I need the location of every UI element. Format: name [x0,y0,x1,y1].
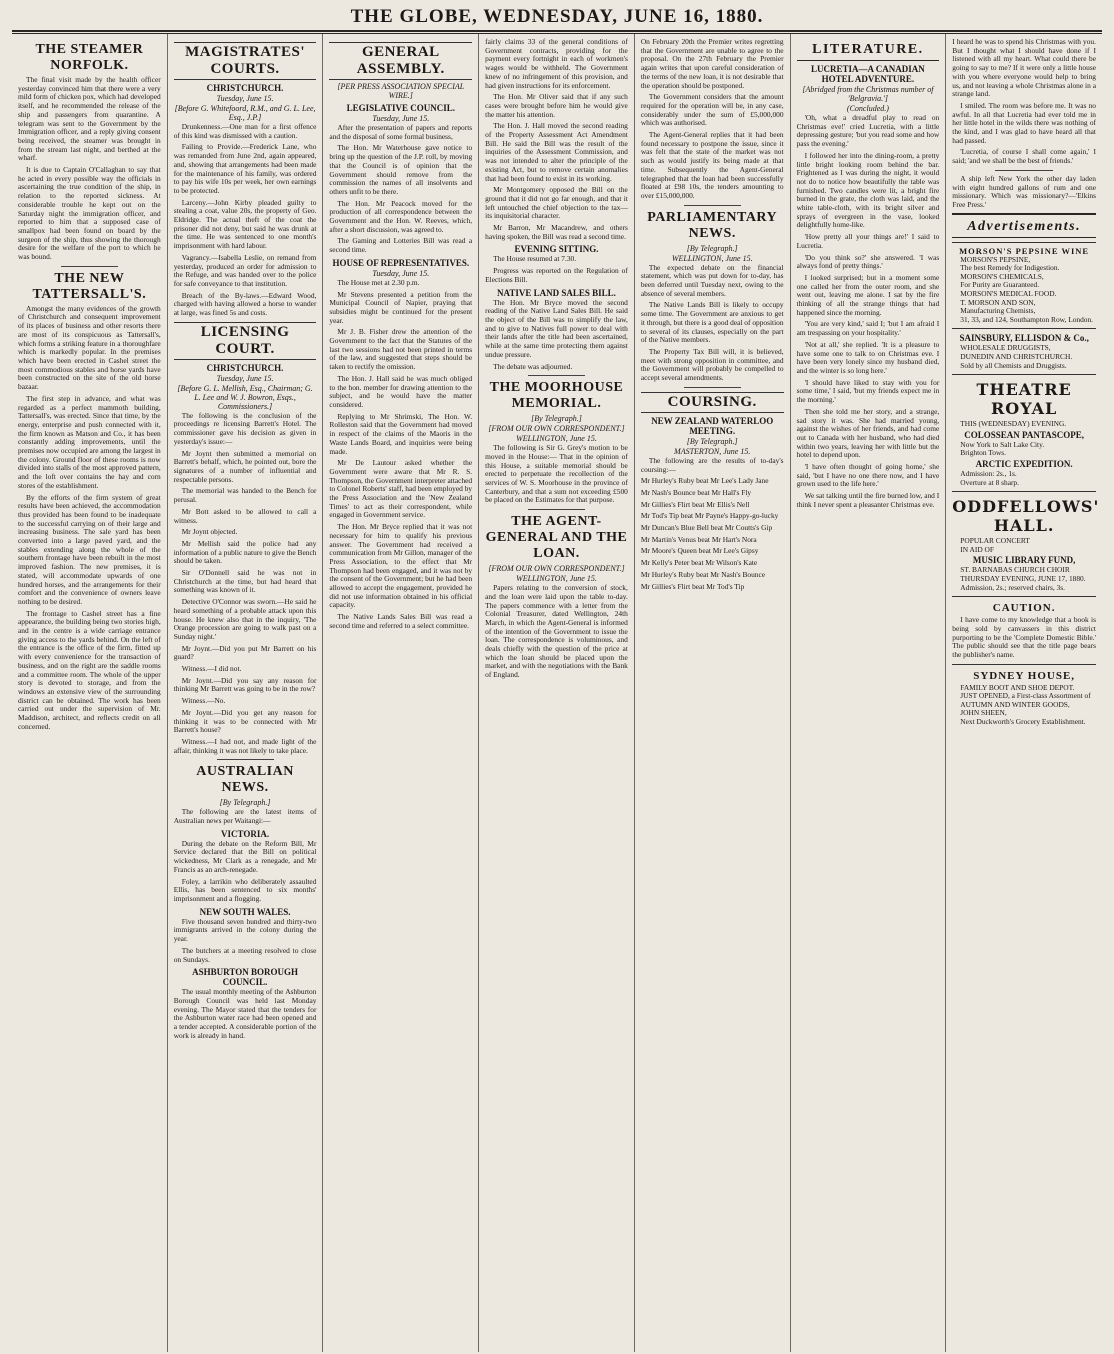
article-paragraph: The following is Sir G. Grey's motion to be moved in the House:— That in the opinion of this House, a suitable memorial should be erected to perpetuate the recollection of the services of W. S. Moorhouse in the province of Canterbury, and that a sum not exceeding £500 be placed on the Estimates for that purpose. [485,443,628,505]
story-paragraph: 'Lucretia, of course I shall come again,' I said; 'and we shall be the best of friends.' [952,147,1096,166]
ad-line: ARCTIC EXPEDITION. [975,458,1073,469]
story-paragraph: 'I have often thought of going home,' she said, 'but I have no one there now, and I have grown used to the life here.' [796,462,940,489]
filler-paragraph: A ship left New York the other day laden with eight hundred gallons of rum and one missionary. Which was missionary?—'Elkins Free Press.' [952,173,1096,209]
ad-title: SAINSBURY, ELLISDON & Co., [959,333,1089,344]
column-7 [946,34,1102,1352]
subheading: NEW SOUTH WALES. [199,906,291,917]
advertisement-sainsbury [952,328,1096,370]
ad-line: 31, 33, and 124, Southampton Row, London. [960,314,1094,324]
ad-line: MUSIC LIBRARY FUND, [972,555,1076,566]
concluded-note: (Concluded.) [846,104,889,113]
article-paragraph: After the presentation of papers and reports and the disposal of some formal business, [329,123,473,141]
article-paragraph: Mr Joynt.—Did you say any reason for thinking Mr Barrett was going to be in the row? [173,675,317,694]
story-paragraph: Then she told me her story, and a strange, sad story it was. She had married young, against the wishes of her friends, and had come out to Canada with her husband, who had died within two years, leaving her with little but the hotel to depend upon. [796,406,940,460]
subheading: CHRISTCHURCH. [206,362,284,373]
bench-note: [Before G. Whitefoord, R.M., and G. L. Lee, Esq., J.P.] [174,104,316,122]
article-paragraph: The Hon. Mr Bryce replied that it was not necessary for him to qualify his previous answer. The Government had received a communication from Mr Gillon, manager of the Press Association, to the effect that Mr Thompson had been engaged, and it was not by the consent of the Government; but he had been allowed to accept the engagement, provided he did not use information obtained in his official capacity. [329,522,473,610]
ad-line: MORSON'S MEDICAL FOOD. [960,289,1057,299]
dateline: Tuesday, June 15. [216,373,274,383]
column-2 [168,34,324,1352]
ad-line: FAMILY BOOT AND SHOE DEPOT. [960,682,1075,692]
article-paragraph: The House resumed at 7.30. [493,254,577,264]
article-paragraph: On February 20th the Premier writes regretting that the Government are unable to agree to the proposal. On the 27th February the Premier again writes that upon careful consideration of the terms of the new loan, it is not desirable that the operation should be postponed. [640,37,784,90]
article-paragraph: Five thousand seven hundred and thirty-two immigrants arrived in the colony during the year. [173,916,317,944]
ad-text: I have come to my knowledge that a book is being sold by canvassers in this district purporting to be the 'Complete Domestic Bible.' The public should see that the title page bears the publisher's name. [952,615,1096,659]
ad-line: JOHN SHEEN, [960,708,1007,718]
article-paragraph: The expected debate on the financial statement, which was put down for to-day, has been deferred until Tuesday next, owing to the absence of several members. [640,262,784,298]
ad-line: Now York to Salt Lake City. [960,439,1045,449]
ad-line: IN AID OF [960,544,994,554]
race-result: Mr Hurley's Ruby beat Mr Lee's Lady Jane [640,476,769,486]
dateline: MASTERTON, June 15. [674,446,751,456]
article-heading: PARLIAMENTARY NEWS. [647,209,778,241]
article-paragraph: The Property Tax Bill will, it is believed, meet with strong opposition in committee, and the Government will probably be compelled to accept several amendments. [640,346,784,383]
abridged-note: [Abridged from the Christmas number of 'Belgravia.'] [802,85,934,103]
coursing-results [641,477,784,591]
ad-line: DUNEDIN AND CHRISTCHURCH. [960,352,1073,361]
subheading: NEW ZEALAND WATERLOO MEETING. [651,415,774,436]
section-heading: LITERATURE. [812,42,924,57]
article-paragraph: Mr Joynt.—Did you get any reason for thinking it was to be connected with Mr Barrett's house? [173,707,317,735]
article-paragraph: The first step in advance, and what was regarded as a perfect mammoth building, Tattersall's, was erected. Since that time, by the energy, enterprise and push connected with it, the firm known as Matson and Co., it has been constantly adding improvements, until the premises now occupied are among the largest in the colony. Ground floor of these rooms is now divided into stalls of the most approved pattern, and the loft over contains the hay and corn stores of the establishment. [18,393,161,490]
article-paragraph: Progress was reported on the Regulation of Elections Bill. [485,266,628,284]
article-paragraph: Witness.—No. [181,696,226,706]
ad-line: Brighton Tows. [960,448,1007,458]
story-paragraph: 'How pretty all your things are!' I said to Lucretia. [796,232,940,250]
story-paragraph: 'Not at all,' she replied. 'It is a pleasure to have some one to talk to on Christmas eve. I have been very lonely since my husband died, and the winter is so long here.' [796,339,940,375]
subheading: CHRISTCHURCH. [206,83,284,93]
article-paragraph: Mr De Lautour asked whether the Government were aware that Mr R. S. Thompson, the Government interpreter attached to Colonel Roberts' staff, had been employed by the Press Association and the 'New Zealand Times' to act as their correspondent, while engaged in Government service. [329,458,473,520]
ad-line: Admission: 2s., 1s. [960,468,1017,478]
correspondent-note: [FROM OUR OWN CORRESPONDENT.] [488,424,625,434]
article-paragraph: fairly claims 33 of the general conditions of Government contracts, providing for the payment every fortnight in each of workmen's wages would be withheld. The Government knew of no infringement of this provision, and had given instructions for its enforcement. [485,37,628,90]
ad-line: Admission, 2s.; reserved chairs, 3s. [960,582,1065,592]
article-heading: THE STEAMER NORFOLK. [35,42,144,73]
dateline: WELLINGTON, June 15. [516,434,597,444]
ad-title: MORSON'S PEPSINE WINE [959,245,1090,256]
ad-line: MORSON'S PEPSINE, [960,254,1031,264]
race-result: Mr Moore's Queen beat Mr Lee's Gipsy [640,546,759,556]
advertisement-morson [952,242,1096,325]
divider [995,170,1052,171]
subheading: EVENING SITTING. [514,244,599,255]
article-paragraph: The Hon. Mr Oliver said that if any such cases were brought before him he would give the matter his attention. [485,92,628,119]
ad-line: Overture at 8 sharp. [960,477,1019,487]
story-paragraph: 'You are very kind,' said I; 'but I am afraid I am trespassing on your hospitality.' [796,319,940,338]
divider [952,213,1096,215]
article-paragraph: The Agent-General replies that it had been found necessary to postpone the issue, since it was felt that the state of the market was not such as would justify its being made at that time. Subsequently the Agent-General telegraphed that the loan had been successfully floated at £98 10s, the tenders amounting to over £15,000,000. [640,130,784,200]
ad-line: The best Remedy for Indigestion. [960,263,1060,273]
article-paragraph: The debate was adjourned. [493,361,573,371]
ad-line: POPULAR CONCERT [960,536,1030,546]
race-result: Mr Kelly's Peter beat Mr Wilson's Kate [640,558,758,568]
article-paragraph: The frontage to Cashel street has a fine appearance, the building being two stories high, and in the centre is a wide carriage entrance giving access to the yards behind. On the left of the entrance is the office of the firm, fitted up with every convenience for the transaction of business, and on the right are the saddle rooms and a committee room. The whole of the upper story is devoted to storage, and from the windows an extensive view of the surrounding district can be obtained. The work has been carried out under the supervision of Mr. Maddison, architect, and reflects credit on all concerned. [18,608,161,731]
ad-line: T. MORSON AND SON, [960,297,1036,307]
divider [528,509,585,510]
article-paragraph: Mr Montgomery opposed the Bill on the ground that it did not go far enough, and that it left untouched the chief objection to the tax—its inquisitorial character. [485,185,628,221]
story-paragraph: I looked surprised; but in a moment some one called her from the outer room, and she went out, leaving me alone. I sat by the fire thinking of all the strange things that had happened since the morning. [796,272,940,317]
ad-line: Next Duckworth's Grocery Establishment. [960,717,1086,727]
article-heading: THE AGENT-GENERAL AND THE LOAN. [485,514,628,562]
advertisement-sydney-house [952,664,1096,727]
subheading: LEGISLATIVE COUNCIL. [346,103,455,113]
ad-line: COLOSSEAN PANTASCOPE, [964,429,1084,440]
article-paragraph: The Hon. Mr Peacock moved for the production of all correspondence between the Government and the Hon. W. Reeves, which, after a short discussion, was agreed to. [329,198,473,234]
bench-note: [Before G. L. Mellish, Esq., Chairman; G. L. Lee and W. J. Bowron, Esqs., Commissioners.] [177,383,313,411]
race-result: Mr Gillies's Flirt beat Mr Tod's Tip [640,581,745,591]
article-paragraph: Vagrancy.—Isabella Leslie, on remand from yesterday, produced an order for admission to the Refuge, and was handed over to the police for safe conveyance to that institution. [173,252,317,288]
dateline: Tuesday, June 15. [372,268,430,278]
ad-line: ST. BARNABAS CHURCH CHOIR [960,565,1070,575]
divider [684,205,741,206]
ad-title: ODDFELLOWS' HALL. [952,497,1100,536]
telegraph-note: [By Telegraph.] [686,436,738,446]
article-paragraph: Failing to Provide.—Frederick Lane, who was remanded from June 2nd, again appeared, and, showing that arrangements had been made for the maintenance of his family, was ordered to pay his wife 10s per week, her own earnings to be protected. [173,142,317,195]
article-paragraph: Replying to Mr Shrimski, The Hon. W. Rolleston said that the Government had moved in respect of the claims of the Maoris in the Waste Lands Board, and inquiries were being made. [329,411,473,456]
article-paragraph: The Hon. J. Hall moved the second reading of the Property Assessment Act Amendment Bill. He said the Bill was the result of the inquiries of the Assessment Commission, and was not intended to alter the principle of the existing Act, but to remove certain anomalies that had been found to exist in its working. [485,121,628,183]
article-paragraph: Mr Mellish said the police had any information of a public nature to give the Bench should be taken. [173,538,317,566]
article-paragraph: The Hon. J. Hall said he was much obliged to the hon. member for drawing attention to the subject, and he would have the matter considered. [329,373,473,409]
divider [684,387,741,388]
ad-line: JUST OPENED, a First-class Assortment of [960,691,1091,701]
column-6 [791,34,947,1352]
divider [528,375,585,376]
article-paragraph: Mr Joynt objected. [181,527,238,537]
subheading: HOUSE OF REPRESENTATIVES. [332,257,470,268]
subheading: ASHBURTON BOROUGH COUNCIL. [192,967,298,988]
section-heading: COURSING. [641,392,784,413]
article-paragraph: The butchers at a meeting resolved to close on Sundays. [173,945,317,964]
race-result: Mr Hurley's Ruby beat Mr Nash's Bounce [640,569,766,579]
column-4 [479,34,635,1352]
article-paragraph: The final visit made by the health officer yesterday convinced him that there were a very mild form of chicken pox, which had developed itself, and he recommended the release of the ship and passengers from quarantine. A telegram was sent to the Government by the Immigration officer, and a reply giving consent being received, the steamer was brought in from the stream last night, and berthed at the wharf. [18,75,161,163]
ad-line: WHOLESALE DRUGGISTS, [960,343,1051,353]
subheading: NATIVE LAND SALES BILL. [497,287,616,298]
story-paragraph: 'I should have liked to stay with you for some time,' I said, 'but my friends expect me in the morning.' [796,377,940,405]
article-paragraph: The Hon. Mr Bryce moved the second reading of the Native Land Sales Bill. He said the object of the Bill was to simplify the law, and to give to Natives full power to deal with their lands after the title had been ascertained, while at the same time protecting them against undue pressure. [485,297,628,359]
article-paragraph: Larceny.—John Kirby pleaded guilty to stealing a coat, value 20s, the property of Geo. Eldridge. The actual theft of the coat the prisoner did not deny, but said he was drunk at the time. He was sentenced to one month's imprisonment with hard labour. [173,197,317,251]
column-1 [12,34,168,1352]
telegraph-note: [By Telegraph.] [219,798,271,808]
masthead: THE GLOBE, WEDNESDAY, JUNE 16, 1880. [350,6,764,27]
article-paragraph: Amongst the many evidences of the growth of Christchurch and consequent improvement of its places of business and other resorts there are most of its conspicuous as Tattersall's, which forms a striking feature in a thoroughfare which is markedly popular. In the premises which have been erected in Cashel street the most commodious stables and horse yards have been constructed on the site of the old horse bazaar. [18,303,161,392]
article-paragraph: Mr Barron, Mr Macandrew, and others having spoken, the Bill was read a second time. [485,223,628,241]
divider [952,237,1096,238]
story-title: LUCRETIA—A CANADIAN HOTEL ADVENTURE. [811,64,925,84]
article-paragraph: Mr Stevens presented a petition from the Municipal Council of Napier, praying that subsidies might be continued for the present year. [329,289,473,325]
article-paragraph: By the efforts of the firm system of great results have been achieved, the accommodation thus provided has been found to be inadequate to the successful carrying on of their large and increasing business. The sale yard has been converted into a large paved yard, and the stables extending along the whole of the southern frontage have been rebuilt in the most improved fashion. The new premises, it is stated, will accommodate upwards of one hundred horses, and the arrangements for their comfort and the convenience of owners leave nothing to be desired. [18,492,161,606]
article-paragraph: Mr Bott asked to be allowed to call a witness. [173,506,317,525]
advertisements-heading: Advertisements. [967,218,1082,234]
article-paragraph: Papers relating to the conversion of stock, and the loan were laid upon the table to-day. The papers commence with a letter from the Colonial Treasurer, dated Wellington, 24th March, in which the Agent-General is informed of the intention of the Government to issue the loan. The correspondence is voluminous, and deals chiefly with the question of the price at which the loan should be placed upon the market, and with the negotiations with the Bank of England. [485,583,628,680]
article-paragraph: The Government considers that the amount required for the operation will be, in any case, considerably under the sum of £5,000,000 which was authorised. [640,92,784,128]
story-paragraph: 'Oh, what a dreadful play to read on Christmas eve!' cried Lucretia, with a little depressing gesture; 'but you read some and how pass the evening.' [796,113,940,149]
article-heading: THE NEW TATTERSALL'S. [32,270,147,302]
column-5 [635,34,791,1352]
dateline: WELLINGTON, June 15. [516,574,597,584]
ad-line: THURSDAY EVENING, JUNE 17, 1880. [960,573,1086,583]
ad-line: Manufacturing Chemists, [960,306,1036,316]
article-paragraph: It is due to Captain O'Callaghan to say that he acted in every possible way the officials in ascertaining the true condition of the ship, in relation to the reported sickness. At considerable trouble he kept out on the Saturday night the immigration officer, and reported to him that a supposed case of smallpox had been found on board by the surgeon of the ship, thus showing the thorough desire for the welfare of the port to which he was bound. [18,165,161,262]
story-paragraph: I smiled. The room was before me. It was no awful. In all that Lucretia had ever told me in her little hotel in the wilds there was nothing of the kind, and I was glad to have heard all that had passed. [952,100,1096,145]
article-paragraph: The usual monthly meeting of the Ashburton Borough Council was held last Monday evening. The Mayor stated that the tenders for the Ashburton water race had been opened and a tender accepted. A considerable portion of the work is already in hand. [173,987,317,1040]
article-paragraph: Mr Joynt.—Did you put Mr Barrett on his guard? [173,643,317,662]
section-heading: GENERAL ASSEMBLY. [329,42,472,80]
article-paragraph: The memorial was handed to the Bench for perusal. [173,486,317,505]
article-paragraph: The Native Lands Bill is likely to occupy some time. The Government are anxious to get it through, but there is a good deal of opposition to several of its clauses, especially on the part of the Native members. [640,300,784,345]
telegraph-note: [By Telegraph.] [686,243,738,253]
article-paragraph: Breach of the By-laws.—Edward Wood, charged with having allowed a horse to wander at large, was fined 5s and costs. [173,290,317,318]
article-paragraph: The House met at 2.30 p.m. [337,277,420,287]
divider [61,266,118,267]
race-result: Mr Gillies's Flirt beat Mr Ellis's Nell [640,499,750,509]
article-paragraph: The Native Lands Sales Bill was read a second time and referred to a select committee. [329,612,473,630]
article-paragraph: The following are the latest items of Australian news per Waitangi:— [173,807,317,826]
story-paragraph: 'Do you think so?' she answered. 'I was always fond of pretty things.' [796,252,940,271]
correspondent-note: [FROM OUR OWN CORRESPONDENT.] [488,564,625,574]
masthead-rule [12,30,1102,32]
article-paragraph: The following are the results of to-day's coursing:— [640,455,784,474]
ad-title: CAUTION. [992,602,1056,615]
article-paragraph: The following is the conclusion of the proceedings re licensing Barrett's Hotel. The commissioner gave his decision as given in yesterday's issue:— [173,410,317,446]
columns [12,34,1102,1352]
dateline: WELLINGTON, June 15. [671,253,753,263]
article-heading: AUSTRALIAN NEWS. [196,764,294,796]
story-paragraph: I followed her into the dining-room, a pretty little bright looking room behind the bar. Frightened as I was during the night, it would not do to notice how beautifully the table was furnished. Two candles were lit, a bright fire burned in the grate, the cloth was laid, and the white table-cloth, with its bright silver and sprays of evergreen in the vase, looked delightfully home-like. [796,150,940,230]
subheading: VICTORIA. [221,828,270,839]
ad-line: Sold by all Chemists and Druggists. [960,360,1067,370]
article-heading: THE MOORHOUSE MEMORIAL. [489,380,624,412]
column-3 [323,34,479,1352]
article-paragraph: During the debate on the Reform Bill, Mr Service declared that the Bill on political wickedness, Mr Clark as a renegade, and Mr Francis as an arch-renegade. [173,838,317,874]
ad-title: THEATRE ROYAL [976,380,1072,419]
story-paragraph: We sat talking until the fire burned low, and I think I never spent a pleasanter Christmas eve. [796,491,940,509]
article-paragraph: Witness.—I had not, and made light of the affair, thinking it was not likely to take place. [173,736,317,755]
race-result: Mr Tod's Tip beat Mr Payne's Happy-go-lucky [640,511,779,521]
divider [797,60,940,61]
race-result: Mr Martin's Venus beat Mr Hart's Nora [640,534,757,544]
ad-line: For Purity are Guaranteed. [960,280,1040,290]
ad-line: AUTUMN AND WINTER GOODS, [960,699,1070,709]
advertisement-theatre [952,374,1096,487]
article-paragraph: Drunkenness.—One man for a first offence of this kind was dismissed with a caution. [173,122,317,140]
ad-line: MORSON'S CHEMICALS, [960,271,1044,281]
article-paragraph: Mr J. B. Fisher drew the attention of the Government to the fact that the Statutes of the last two sessions had not been printed in terms of the law, and suggested that steps should be taken to rectify the omission. [329,327,473,372]
story-paragraph: I heard he was to spend his Christmas with you. But I thought what I should have done if I listened with all my heart. What could there be going to say to me? If it were only a little house with you where everyone would help to bring us, and not leaving a whole Christmas alone in a strange land. [952,37,1096,99]
section-heading: LICENSING COURT. [174,322,317,360]
dateline: Tuesday, June 15. [372,114,430,123]
divider [217,759,274,760]
article-paragraph: The Gaming and Lotteries Bill was read a second time. [329,236,473,255]
dateline: Tuesday, June 15. [216,94,274,103]
race-result: Mr Nash's Bounce beat Mr Hall's Fly [640,487,752,497]
telegraph-note: [PER PRESS ASSOCIATION SPECIAL WIRE.] [337,82,465,100]
article-paragraph: The Hon. Mr Waterhouse gave notice to bring up the question of the J.P. roll, by moving that the Council is of opinion that the Government should remove from the commission the names of all insolvents and others unfit to be there. [329,143,473,196]
telegraph-note: [By Telegraph.] [531,414,582,424]
section-heading: MAGISTRATES' COURTS. [174,42,317,80]
article-paragraph: Foley, a larrikin who deliberately assaulted Ellis, has been sentenced to six months' imprisonment and a flogging. [173,876,317,903]
article-paragraph: Mr Joynt then submitted a memorial on Barrett's behalf, which, he pointed out, bore the signatures of a number of influential and respectable persons. [173,448,317,484]
article-paragraph: Detective O'Connor was sworn.—He said he heard something of a probable attack upon this house. He knew also that in the inquiry, 'The Orange procession are going to walk past on a Sunday night.' [173,597,317,641]
article-paragraph: Sir O'Donnell said he was not in Christchurch at the time, but had heard that something was known of it. [173,568,317,595]
ad-line: THIS (WEDNESDAY) EVENING. [960,419,1067,429]
advertisement-oddfellows [952,491,1100,592]
article-paragraph: Witness.—I did not. [181,664,242,674]
ad-title: SYDNEY HOUSE, [973,669,1076,682]
advertisement-caution [952,596,1096,660]
race-result: Mr Duncan's Blue Bell beat Mr Coutts's Gip [640,523,773,533]
